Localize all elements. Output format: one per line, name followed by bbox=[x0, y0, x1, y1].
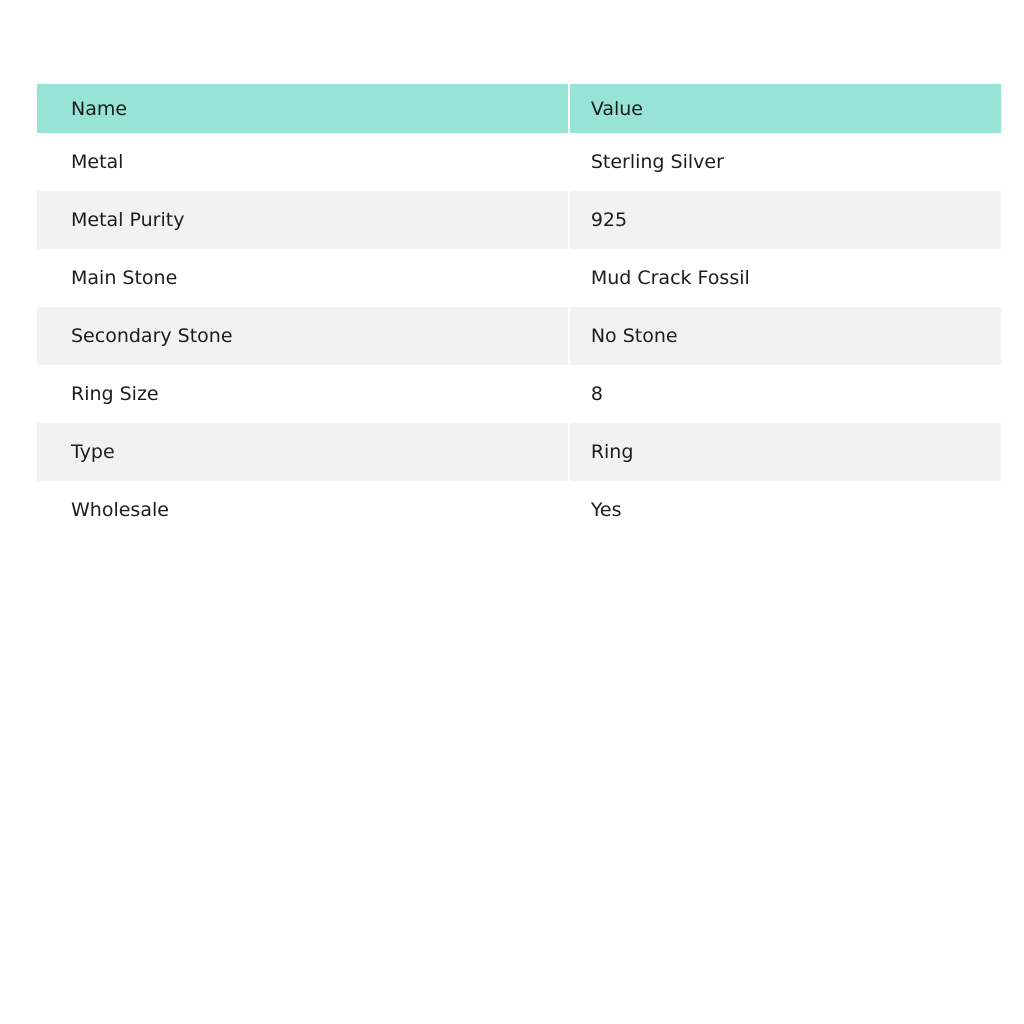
column-header-value: Value bbox=[570, 84, 1001, 133]
table-row bbox=[37, 249, 1001, 307]
table-row bbox=[37, 307, 1001, 365]
table-row bbox=[37, 423, 1001, 481]
table-row bbox=[37, 133, 1001, 191]
attribute-name: Main Stone bbox=[37, 249, 570, 307]
table-row bbox=[37, 365, 1001, 423]
table-row bbox=[37, 191, 1001, 249]
attribute-name: Ring Size bbox=[37, 365, 570, 423]
table-row bbox=[37, 481, 1001, 539]
attribute-name: Wholesale bbox=[37, 481, 570, 539]
attribute-value: 925 bbox=[570, 191, 1001, 249]
attribute-name: Type bbox=[37, 423, 570, 481]
attribute-name: Secondary Stone bbox=[37, 307, 570, 365]
attribute-value: Yes bbox=[570, 481, 1001, 539]
attribute-value: Mud Crack Fossil bbox=[570, 249, 1001, 307]
attribute-name: Metal bbox=[37, 133, 570, 191]
column-header-name: Name bbox=[37, 84, 570, 133]
attribute-value: Ring bbox=[570, 423, 1001, 481]
attribute-value: 8 bbox=[570, 365, 1001, 423]
attribute-name: Metal Purity bbox=[37, 191, 570, 249]
attribute-value: No Stone bbox=[570, 307, 1001, 365]
table-body bbox=[37, 133, 1001, 539]
table-header-row bbox=[37, 84, 1001, 133]
attribute-value: Sterling Silver bbox=[570, 133, 1001, 191]
product-attributes-table bbox=[37, 84, 1001, 539]
table-head bbox=[37, 84, 1001, 133]
